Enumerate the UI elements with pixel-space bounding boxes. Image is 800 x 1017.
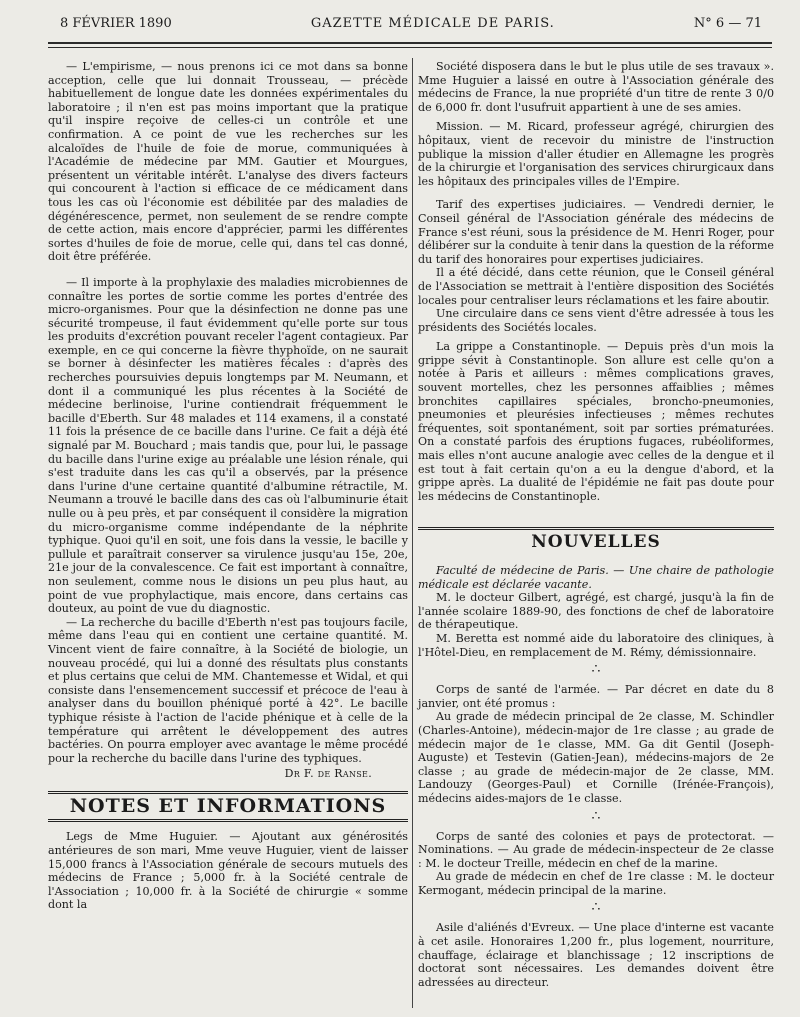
news-kermogant: Au grade de médecin en chef de 1re classe : M. le docteur Kermogant, médecin principal de la marine. <box>418 870 774 897</box>
article-empirisme: — L'empirisme, — nous prenons ici ce mot dans sa bonne acception, celle que lui donnait Trousseau, — précède habituellement de longue date les données expérimentales du laboratoire ; il n'en est pas moins important que la pratique qu'il inspire reçoive de celles-ci un contrôle et une confirmation. A ce point de vue les recherches sur les alcaloïdes de l'huile de foie de morue, communiquées à l'Académie de médecine par MM. Gautier et Mourgues, présentent un véritable intérêt. L'analyse des divers facteurs qui concourent à l'action si efficace de ce médicament dans tous les cas où l'économie est débilitée par des maladies de dégénérescence, permet, non seulement de se rendre compte de cette action, mais encore d'apprécier, parmi les différentes sortes d'huiles de foie de morue, celle qui, dans tel cas donné, doit être préférée. <box>48 60 408 264</box>
news-asile-evreux: Asile d'aliénés d'Evreux. — Une place d'interne est vacante à cet asile. Honoraires 1,200 fr., plus logement, nourriture, chauffage, éclairage et blanchissage ; 12 inscriptions de doctorat sont nécessaires. Les demandes doivent être adressées au directeur. <box>418 921 774 989</box>
news-gilbert: M. le docteur Gilbert, agrégé, est chargé, jusqu'à la fin de l'année scolaire 1889-90, des fonctions de chef de laboratoire de thérapeutique. <box>418 591 774 632</box>
separator-dots: ∴ <box>591 899 601 916</box>
news-promotions: Au grade de médecin principal de 2e classe, M. Schindler (Charles-Antoine), médecin-major de 1re classe ; au grade de médecin major de 1e classe, MM. Ga dit Gentil (Joseph-Auguste) et Testevin (Gatien-Jean), médecins-majors de 2e classe ; au grade de médecin-major de 2e classe, MM. Landouzy (Georges-Paul) et Cornille (Irénée-François), médecins aides-majors de 1e classe. <box>418 710 774 805</box>
header-rule-bottom <box>48 47 772 48</box>
news-corps-armee: Corps de santé de l'armée. — Par décret en date du 8 janvier, ont été promus : <box>418 683 774 710</box>
news-beretta: M. Beretta est nommé aide du laboratoire des cliniques, à l'Hôtel-Dieu, en remplacement de M. Rémy, démissionnaire. <box>418 631 774 659</box>
note-mission: Mission. — M. Ricard, professeur agrégé, chirurgien des hôpitaux, vient de recevoir du ministre de l'instruction publique la mission d'aller étudier en Allemagne les progrès de la chirurgie et l'organisation des services chirurgicaux dans les hôpitaux des principales villes de l'Empire. <box>418 120 774 188</box>
column-divider <box>412 58 413 1008</box>
note-decision: Il a été décidé, dans cette réunion, que le Conseil général de l'Association se mettrait à l'entière disposition des Sociétés locales pour centraliser leurs réclamations et les faire aboutir. <box>418 266 774 307</box>
separator-dots: ∴ <box>591 661 601 678</box>
article-prophylaxie: — Il importe à la prophylaxie des maladies microbiennes de connaître les portes de sortie comme les portes d'entrée des micro-organismes. Pour que la désinfection ne donne pas une sécurité trompeuse, il faut évidemment qu'elle porte sur tous les produits d'excrétion pouvant receler l'agent contagieux. Par exemple, en ce qui concerne la fièvre thyphoïde, on ne saurait se borner à désinfecter les matières fécales : d'après des recherches poursuivies depuis longtemps par M. Neumann, et dont il a communiqué les plus récentes à la Société de médecine berlinoise, l'urine contiendrait fréquemment le bacille d'Eberth. Sur 48 malades et 114 examens, il a constaté 11 fois la présence de ce bacille dans l'urine. Ce fait a déjà été signalé par M. Bouchard ; mais tandis que, pour lui, le passage du bacille dans l'urine exige au préalable une lésion rénale, qui s'est traduite dans les cas qu'il a observés, par la présence dans l'urine d'une certaine quantité d'albumine rétractile, M. Neumann a trouvé le bacille dans des cas où l'albuminurie était nulle ou à peu près, et par conséquent il considère la migration du micro-organisme comme indépendante de la néphrite typhique. Quoi qu'il en soit, une fois dans la vessie, le bacille y pullule et paraîtrait conserver sa virulence jusqu'au 15e, 20e, 21e jour de la convalescence. Ce fait est important à connaître, non seulement, comme nous le disions un peu plus haut, au point de vue prophylactique, mais encore, dans certains cas douteux, au point de vue du diagnostic. <box>48 275 408 616</box>
separator-dots: ∴ <box>591 807 601 824</box>
news-corps-colonies: Corps de santé des colonies et pays de protectorat. — Nominations. — Au grade de médecin-inspecteur de 2e classe : M. le docteur Treille, médecin en chef de la marine. <box>418 829 774 870</box>
header-page-number: N° 6 — 71 <box>693 16 762 31</box>
note-legs-huguier-cont: Société disposera dans le but le plus utile de ses travaux ». Mme Huguier a laissé en outre à l'Association générale des médecins de France, la nue propriété d'un titre de rente 3 0/0 de 6,000 fr. dont l'usufruit appartient à une de ses amies. <box>418 60 774 114</box>
note-tarif-expertises: Tarif des expertises judiciaires. — Vendredi dernier, le Conseil général de l'Association générale des médecins de France s'est réuni, sous la présidence de M. Henri Roger, pour délibérer sur la conduite à tenir dans la question de la réforme du tarif des honoraires pour expertises judiciaires. <box>418 198 774 266</box>
right-column <box>418 60 774 989</box>
article-bacille-eberth: — La recherche du bacille d'Eberth n'est pas toujours facile, même dans l'eau qui en contient une certaine quantité. M. Vincent vient de faire connaître, à la Société de biologie, un nouveau procédé, qui lui a donné des résultats plus constants et plus certains que celui de MM. Chantemesse et Widal, et qui consiste dans l'ensemencement successif et précoce de l'eau à analyser dans du bouillon phéniqué porté à 42°. Le bacille typhique résiste à l'action de l'acide phénique et à celle de la température qui arrêtent le développement des autres bactéries. On pourra employer avec avantage le même procédé pour la recherche du bacille dans l'urine des typhiques. <box>48 615 408 765</box>
news-faculte: Faculté de médecine de Paris. — Une chaire de pathologie médicale est déclarée vacante. <box>418 564 774 591</box>
page-header <box>60 16 762 38</box>
header-rule-top <box>48 42 772 44</box>
signature: Dr F. de Ranse. <box>284 767 372 781</box>
section-title-nouvelles: NOUVELLES <box>418 527 774 556</box>
note-grippe-constantinople: La grippe a Constantinople. — Depuis près d'un mois la grippe sévit à Constantinople. Son allure est celle qu'on a notée à Paris et ailleurs : mêmes complications graves, souvent mortelles, chez les personnes affaiblies ; mêmes bronchites capillaires spéciales, broncho-pneumonies, pneumonies et pleurésies infectieuses ; mêmes rechutes fréquentes, soit spontanément, soit par sorties prématurées. On a constaté parfois des éruptions fugaces, rubéoliformes, mais elles n'ont aucune analogie avec celles de la dengue et il est tout à fait certain qu'on a eu la dengue d'abord, et la grippe après. La dualité de l'épidémie ne fait pas doute pour les médecins de Constantinople. <box>418 340 774 503</box>
left-column <box>48 60 408 912</box>
header-title: GAZETTE MÉDICALE DE PARIS. <box>310 16 555 31</box>
note-circulaire: Une circulaire dans ce sens vient d'être adressée à tous les présidents des Sociétés locales. <box>418 307 774 334</box>
section-title-notes: NOTES ET INFORMATIONS <box>48 791 408 823</box>
note-legs-huguier: Legs de Mme Huguier. — Ajoutant aux générosités antérieures de son mari, Mme veuve Huguier, vient de laisser 15,000 francs à l'Association générale de secours mutuels des médecins de France ; 5,000 fr. à la Société centrale de l'Association ; 10,000 fr. à la Société de chirurgie « somme dont la <box>48 830 408 912</box>
header-date: 8 FÉVRIER 1890 <box>60 16 172 31</box>
